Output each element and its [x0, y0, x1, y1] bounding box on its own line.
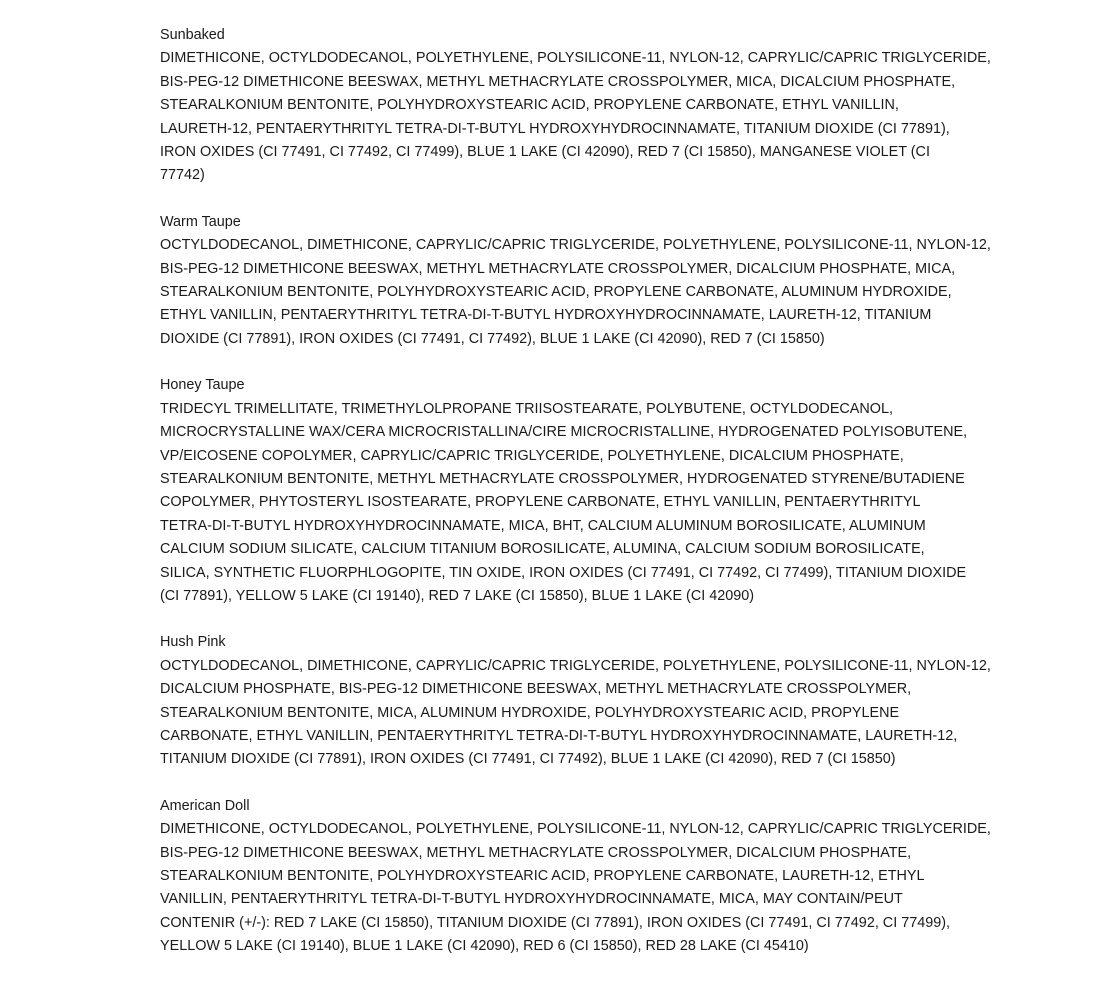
ingredient-line: SILICA, SYNTHETIC FLUORPHLOGOPITE, TIN OXIDE, IRON OXIDES (CI 77491, CI 77492, CI 77499), TITANIUM DIOXIDE: [160, 564, 967, 581]
shade-section: [160, 211, 991, 351]
ingredient-line: TRIDECYL TRIMELLITATE, TRIMETHYLOLPROPANE TRIISOSTEARATE, POLYBUTENE, OCTYLDODECANOL,: [160, 400, 893, 417]
shade-name: American Doll: [160, 797, 250, 814]
ingredient-line: (CI 77891), YELLOW 5 LAKE (CI 19140), RED 7 LAKE (CI 15850), BLUE 1 LAKE (CI 42090): [160, 587, 755, 604]
shade-section: [160, 631, 991, 771]
ingredient-line: CARBONATE, ETHYL VANILLIN, PENTAERYTHRITYL TETRA-DI-T-BUTYL HYDROXYHYDROCINNAMATE, LAURETH-12,: [160, 727, 958, 744]
shade-section: [160, 24, 991, 188]
ingredient-line: YELLOW 5 LAKE (CI 19140), BLUE 1 LAKE (CI 42090), RED 6 (CI 15850), RED 28 LAKE (CI 45410): [160, 938, 809, 955]
ingredient-line: STEARALKONIUM BENTONITE, METHYL METHACRYLATE CROSSPOLYMER, HYDROGENATED STYRENE/BUTADIENE: [160, 470, 965, 487]
ingredient-line: IRON OXIDES (CI 77491, CI 77492, CI 77499), BLUE 1 LAKE (CI 42090), RED 7 (CI 15850), MANGANESE VIOLET (CI: [160, 144, 930, 161]
ingredient-line: VP/EICOSENE COPOLYMER, CAPRYLIC/CAPRIC TRIGLYCERIDE, POLYETHYLENE, DICALCIUM PHOSPHATE,: [160, 447, 904, 464]
ingredient-line: VANILLIN, PENTAERYTHRITYL TETRA-DI-T-BUTYL HYDROXYHYDROCINNAMATE, MICA, MAY CONTAIN/PEUT: [160, 891, 903, 908]
shade-name: Warm Taupe: [160, 213, 241, 230]
shade-name: Sunbaked: [160, 27, 225, 43]
ingredient-line: DIMETHICONE, OCTYLDODECANOL, POLYETHYLENE, POLYSILICONE-11, NYLON-12, CAPRYLIC/CAPRIC TRIGLYCERIDE,: [160, 821, 991, 838]
shade-name: Hush Pink: [160, 634, 226, 651]
ingredient-line: OCTYLDODECANOL, DIMETHICONE, CAPRYLIC/CAPRIC TRIGLYCERIDE, POLYETHYLENE, POLYSILICONE-11, NYLON-12,: [160, 237, 991, 254]
ingredient-line: DIOXIDE (CI 77891), IRON OXIDES (CI 77491, CI 77492), BLUE 1 LAKE (CI 42090), RED 7 (CI 15850): [160, 330, 825, 347]
ingredient-line: BIS-PEG-12 DIMETHICONE BEESWAX, METHYL METHACRYLATE CROSSPOLYMER, DICALCIUM PHOSPHATE, MICA,: [160, 260, 956, 277]
ingredient-line: COPOLYMER, PHYTOSTERYL ISOSTEARATE, PROPYLENE CARBONATE, ETHYL VANILLIN, PENTAERYTHRITYL: [160, 494, 921, 511]
ingredient-line: CALCIUM SODIUM SILICATE, CALCIUM TITANIUM BOROSILICATE, ALUMINA, CALCIUM SODIUM BOROSILICATE,: [160, 541, 925, 558]
ingredient-line: BIS-PEG-12 DIMETHICONE BEESWAX, METHYL METHACRYLATE CROSSPOLYMER, DICALCIUM PHOSPHATE,: [160, 844, 912, 861]
ingredient-line: STEARALKONIUM BENTONITE, MICA, ALUMINUM HYDROXIDE, POLYHYDROXYSTEARIC ACID, PROPYLENE: [160, 704, 900, 721]
shade-section: [160, 795, 991, 959]
ingredient-line: LAURETH-12, PENTAERYTHRITYL TETRA-DI-T-BUTYL HYDROXYHYDROCINNAMATE, TITANIUM DIOXIDE (CI 77891),: [160, 120, 950, 137]
ingredient-line: STEARALKONIUM BENTONITE, POLYHYDROXYSTEARIC ACID, PROPYLENE CARBONATE, ALUMINUM HYDROXIDE,: [160, 284, 952, 301]
ingredient-line: STEARALKONIUM BENTONITE, POLYHYDROXYSTEARIC ACID, PROPYLENE CARBONATE, ETHYL VANILLIN,: [160, 97, 899, 114]
ingredient-line: DIMETHICONE, OCTYLDODECANOL, POLYETHYLENE, POLYSILICONE-11, NYLON-12, CAPRYLIC/CAPRIC TRIGLYCERIDE,: [160, 50, 991, 67]
ingredient-line: OCTYLDODECANOL, DIMETHICONE, CAPRYLIC/CAPRIC TRIGLYCERIDE, POLYETHYLENE, POLYSILICONE-11, NYLON-12,: [160, 657, 991, 674]
ingredient-line: STEARALKONIUM BENTONITE, POLYHYDROXYSTEARIC ACID, PROPYLENE CARBONATE, LAURETH-12, ETHYL: [160, 868, 925, 884]
ingredient-line: TITANIUM DIOXIDE (CI 77891), IRON OXIDES (CI 77491, CI 77492), BLUE 1 LAKE (CI 42090), RED 7 (CI 15850): [160, 751, 896, 768]
shade-name: Honey Taupe: [160, 377, 245, 394]
ingredient-line: DICALCIUM PHOSPHATE, BIS-PEG-12 DIMETHICONE BEESWAX, METHYL METHACRYLATE CROSSPOLYMER,: [160, 681, 912, 698]
ingredient-line: BIS-PEG-12 DIMETHICONE BEESWAX, METHYL METHACRYLATE CROSSPOLYMER, MICA, DICALCIUM PHOSPHATE,: [160, 73, 956, 90]
ingredient-line: MICROCRYSTALLINE WAX/CERA MICROCRISTALLINA/CIRE MICROCRISTALLINE, HYDROGENATED POLYISOBUTENE,: [160, 424, 968, 441]
shade-section: [160, 374, 968, 608]
ingredients-document: [160, 24, 991, 982]
ingredient-line: 77742): [160, 167, 205, 184]
ingredient-line: ETHYL VANILLIN, PENTAERYTHRITYL TETRA-DI-T-BUTYL HYDROXYHYDROCINNAMATE, LAURETH-12, TITANIUM: [160, 307, 932, 324]
ingredient-line: CONTENIR (+/-): RED 7 LAKE (CI 15850), TITANIUM DIOXIDE (CI 77891), IRON OXIDES (CI 77491, CI 77492, CI 77499),: [160, 914, 951, 931]
ingredient-line: TETRA-DI-T-BUTYL HYDROXYHYDROCINNAMATE, MICA, BHT, CALCIUM ALUMINUM BOROSILICATE, ALUMINUM: [160, 517, 926, 534]
